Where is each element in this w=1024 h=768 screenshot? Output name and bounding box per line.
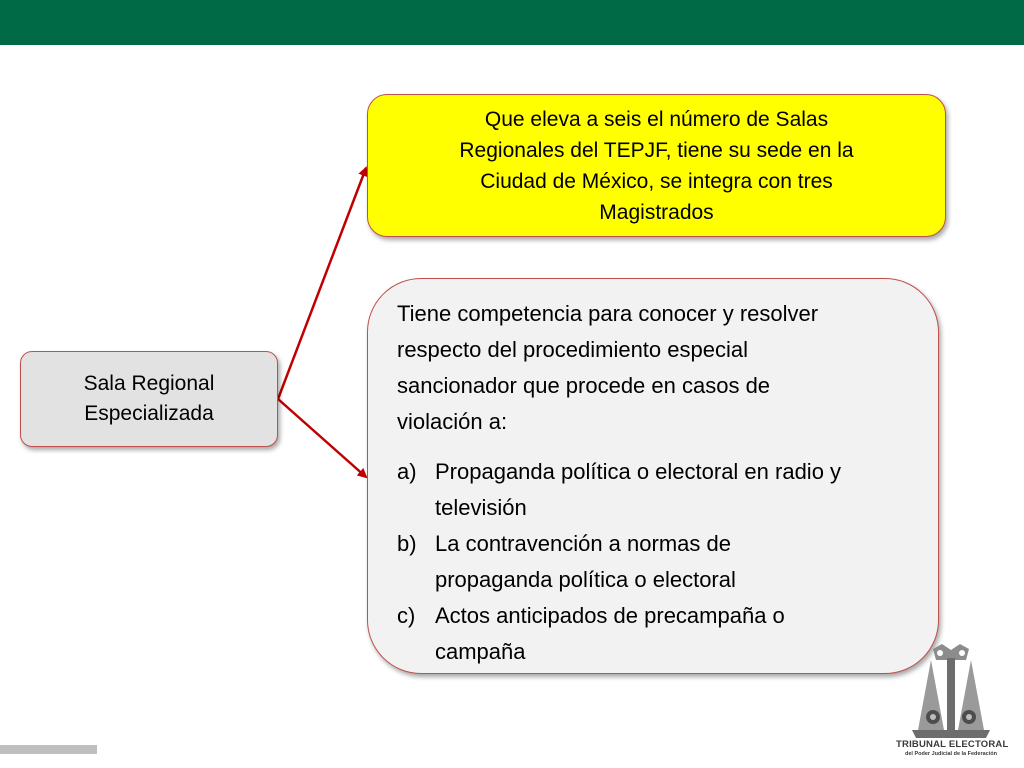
- list-item-line: campaña: [435, 639, 526, 664]
- violations-list: [397, 454, 918, 670]
- list-marker: c): [397, 603, 416, 628]
- top-box-line: Magistrados: [599, 200, 714, 224]
- intro-line: respecto del procedimiento especial: [397, 337, 748, 362]
- competencia-description-box: [367, 278, 939, 674]
- list-item-line: propaganda política o electoral: [435, 567, 736, 592]
- logo-subtitle: del Poder Judicial de la Federación: [904, 751, 997, 757]
- root-line: Sala Regional: [83, 372, 215, 395]
- list-item-line: Actos anticipados de precampaña o: [435, 603, 785, 628]
- competencia-intro: [397, 296, 918, 440]
- top-box-line: Regionales del TEPJF, tiene su sede en la: [459, 138, 854, 162]
- list-item-line: televisión: [435, 495, 527, 520]
- logo-title: TRIBUNAL ELECTORAL: [896, 739, 1009, 750]
- list-item: [397, 598, 918, 670]
- connector-to-top-box: [278, 168, 366, 399]
- list-item-line: Propaganda política o electoral en radio y: [435, 459, 842, 484]
- root-line: Especializada: [84, 402, 214, 425]
- list-item: [397, 526, 918, 598]
- sala-regional-especializada-box: [20, 351, 278, 447]
- footer-accent-bar: [0, 745, 97, 754]
- top-box-line: Que eleva a seis el número de Salas: [484, 107, 829, 131]
- intro-line: Tiene competencia para conocer y resolver: [397, 301, 819, 326]
- salas-regionales-description-box: [367, 94, 946, 237]
- list-item-line: La contravención a normas de: [435, 531, 731, 556]
- top-box-line: Ciudad de México, se integra con tres: [480, 169, 833, 193]
- list-marker: a): [397, 459, 417, 484]
- connector-to-bottom-box: [278, 399, 366, 477]
- intro-line: sancionador que procede en casos de: [397, 373, 771, 398]
- intro-line: violación a:: [397, 409, 508, 434]
- list-item: [397, 454, 918, 526]
- list-marker: b): [397, 531, 417, 556]
